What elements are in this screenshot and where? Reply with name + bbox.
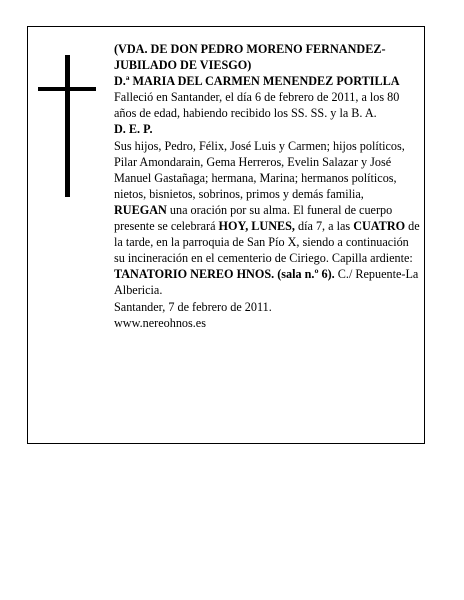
obituary-notice	[27, 26, 425, 444]
funeral-venue: TANATORIO NEREO HNOS. (sala n.º 6).	[114, 267, 335, 282]
ruegan-label: RUEGAN	[114, 202, 167, 217]
death-announcement: Falleció en Santander, el día 6 de febrero de 2011, a los 80 años de edad, habiendo recibido los SS. SS. y la B. A.	[114, 90, 400, 121]
funeral-text-1: una oración por su alma. El funeral de cuerpo presente se celebrará	[114, 202, 393, 234]
funeral-paragraph	[114, 202, 420, 299]
widow-header: (VDA. DE DON PEDRO MORENO FERNANDEZ-JUBILADO DE VIESGO)	[114, 42, 386, 73]
funeral-text-2: día 7, a las	[294, 219, 354, 234]
funeral-hour: CUATRO	[353, 219, 406, 234]
funeral-text-4: C./ Repuente-La Albericia.	[114, 267, 419, 298]
cross-icon	[65, 55, 70, 197]
notice-body	[114, 41, 420, 331]
cross-icon-bar	[38, 87, 96, 91]
place-date: Santander, 7 de febrero de 2011.	[114, 299, 272, 314]
website-link[interactable]: www.nereohnos.es	[114, 315, 206, 330]
rip-text: D. E. P.	[114, 122, 153, 137]
funeral-day: HOY, LUNES,	[218, 219, 295, 234]
deceased-name: D.ª MARIA DEL CARMEN MENENDEZ PORTILLA	[114, 74, 400, 89]
funeral-text-3: de la tarde, en la parroquia de San Pío X, siendo a continuación su incineración en el cementerio de Ciriego. Capilla ardiente:	[114, 219, 420, 266]
family-list: Sus hijos, Pedro, Félix, José Luis y Carmen; hijos políticos, Pilar Amondarain, Gema Herreros, Evelin Salazar y José Manuel Gastañaga; hermana, Marina; hermanos políticos, nietos, bisnietos, sobrinos, primos y demás familia,	[114, 138, 405, 201]
